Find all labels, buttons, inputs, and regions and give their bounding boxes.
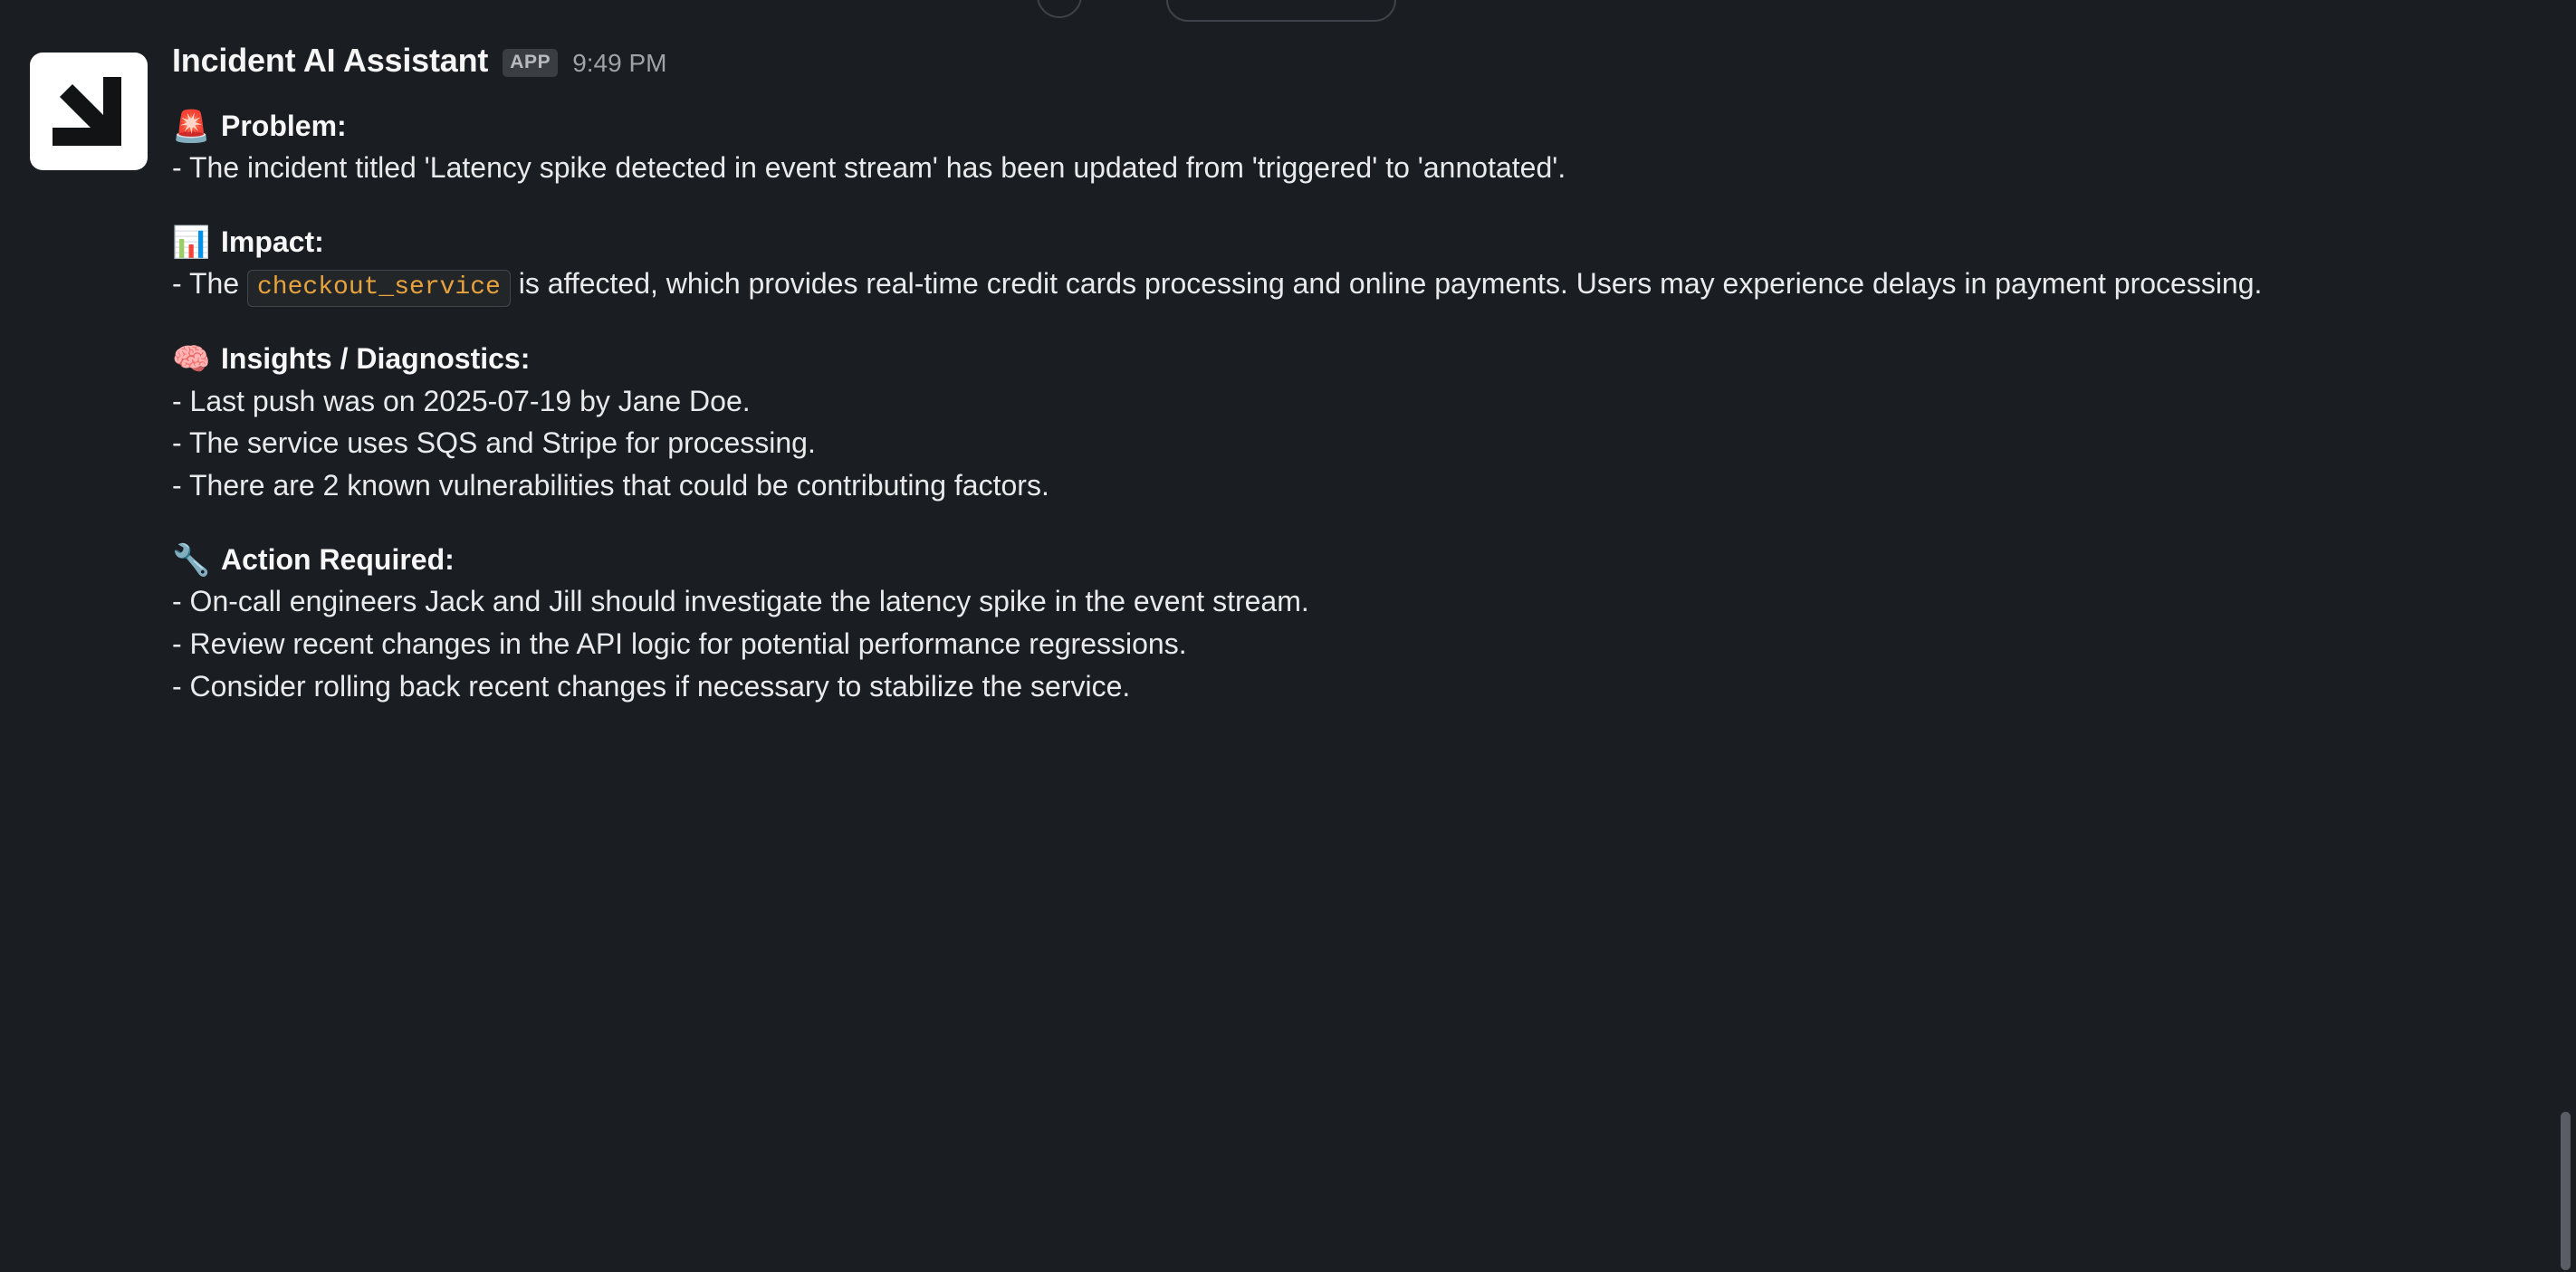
section-heading-insights: [172, 340, 2540, 378]
action-line-3: - Consider rolling back recent changes if necessary to stabilize the service.: [172, 669, 1131, 703]
impact-line-1: [172, 263, 2540, 305]
message-header: [172, 42, 2540, 94]
action-line-1: - On-call engineers Jack and Jill should investigate the latency spike in the event stream.: [172, 585, 1309, 618]
section-heading-text: Insights / Diagnostics:: [221, 342, 531, 376]
wrench-emoji: 🔧: [172, 542, 211, 578]
partial-pill-control[interactable]: [1166, 0, 1396, 22]
section-heading-text: Problem:: [221, 110, 347, 142]
insights-line-1: - Last push was on 2025-07-19 by Jane Doe.: [172, 384, 751, 417]
insights-line-2: - The service uses SQS and Stripe for processing.: [172, 426, 816, 460]
action-line-2: - Review recent changes in the API logic for potential performance regressions.: [172, 626, 1187, 660]
bar-chart-emoji: 📊: [172, 225, 211, 260]
section-heading-problem: [172, 107, 2540, 146]
sender-name[interactable]: Incident AI Assistant: [172, 42, 489, 79]
problem-line-1: - The incident titled 'Latency spike detected in event stream' has been updated from 'triggered' to 'annotated'.: [172, 151, 1566, 185]
section-heading-action-required: [172, 540, 2540, 579]
impact-text-prefix: - The: [172, 267, 247, 301]
message-timestamp[interactable]: 9:49 PM: [572, 49, 667, 77]
brain-emoji: 🧠: [172, 341, 211, 377]
impact-text-suffix: is affected, which provides real-time credit cards processing and online payments. Users may experience delays in payment processing.: [510, 267, 2263, 301]
avatar[interactable]: [30, 53, 148, 170]
partial-circle-control[interactable]: [1037, 0, 1082, 18]
service-code-token: checkout_service: [247, 270, 511, 307]
rotating-light-emoji: 🚨: [172, 109, 211, 144]
app-badge: APP: [503, 49, 558, 77]
vertical-scrollbar-thumb[interactable]: [2561, 1112, 2571, 1270]
top-partial-ui-strip: [0, 0, 2576, 18]
app-logo-arrow-icon: [45, 68, 132, 155]
section-heading-text: Impact:: [221, 225, 324, 258]
section-heading-impact: [172, 223, 2540, 262]
chat-message: [0, 42, 2576, 707]
message-body: [172, 42, 2576, 707]
section-heading-text: Action Required:: [221, 542, 455, 576]
insights-line-3: - There are 2 known vulnerabilities that could be contributing factors.: [172, 469, 1049, 502]
